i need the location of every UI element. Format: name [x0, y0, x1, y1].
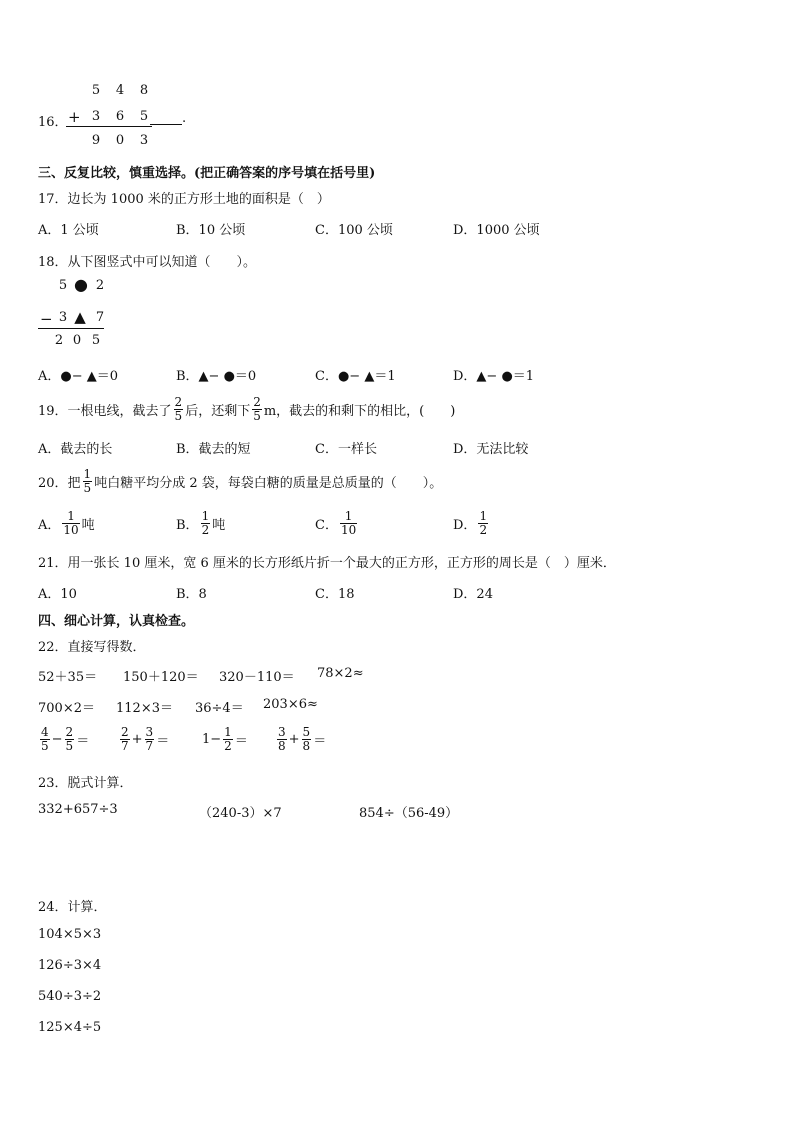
numerator: 1	[224, 724, 232, 739]
q16-bottom-digit: 9	[91, 133, 101, 148]
q18-option-d[interactable]: D．▲− ●＝1	[453, 369, 535, 384]
numerator: 3	[145, 724, 154, 739]
q22-item: 78×2≈	[317, 666, 364, 681]
q19-text-1: 19．一根电线，截去了	[38, 403, 172, 419]
q17-option-b[interactable]: B．10 公顷	[176, 223, 246, 238]
triangle-icon: ▲	[74, 308, 86, 326]
denominator: 5	[41, 738, 49, 753]
q19-option-b[interactable]: B．截去的短	[176, 442, 251, 457]
equals-sign: ＝	[76, 733, 90, 749]
denominator: 10	[63, 522, 79, 537]
q22-fraction-item	[118, 721, 169, 757]
q19-fraction-2	[252, 396, 262, 422]
numerator: 2	[121, 724, 129, 739]
q20-option-a[interactable]	[38, 506, 95, 540]
q20-fraction-denominator: 5	[83, 480, 92, 495]
q17-option-c[interactable]: C．100 公顷	[315, 223, 393, 238]
denominator: 7	[145, 738, 154, 753]
q22-item: 320－110＝	[219, 670, 295, 685]
q20-stem	[38, 463, 442, 499]
numerator: 3	[278, 724, 286, 739]
q20-option-a-unit: 吨	[81, 517, 95, 533]
q16-top-digit: 8	[139, 83, 149, 98]
q20-option-b-fraction	[201, 510, 211, 536]
q18-mid-digit: 3	[58, 310, 68, 325]
q22-stem: 22．直接写得数．	[38, 640, 146, 655]
q21-stem: 21．用一张长 10 厘米，宽 6 厘米的长方形纸片折一个最大的正方形，正方形的周长是（ ）厘米．	[38, 556, 616, 571]
numerator: 1	[201, 508, 210, 523]
operator: −	[51, 731, 63, 747]
q18-option-a[interactable]: A．●− ▲＝0	[38, 369, 119, 384]
q20-option-c-label: C．	[315, 517, 338, 533]
numerator: 1	[479, 508, 488, 523]
q16-number: 16．	[38, 115, 68, 130]
q22-item: 150＋120＝	[123, 670, 199, 685]
q23-item: （240-3）×7	[199, 806, 282, 821]
q21-option-a[interactable]: A．10	[38, 587, 77, 602]
q18-option-b[interactable]: B．▲− ●＝0	[176, 369, 257, 384]
q20-option-b[interactable]	[176, 506, 225, 540]
denominator: 2	[224, 738, 232, 753]
q16-sign: +	[68, 108, 81, 126]
denominator: 10	[340, 522, 357, 537]
q16-sum-line	[66, 126, 152, 127]
q20-option-d[interactable]	[453, 506, 490, 540]
operator: +	[131, 731, 143, 747]
q24-item: 540÷3÷2	[38, 989, 102, 1004]
q20-option-c-fraction	[340, 510, 357, 536]
numerator: 5	[302, 724, 311, 739]
denominator: 8	[278, 738, 286, 753]
q16-mid-digit: 3	[91, 109, 101, 124]
q22-item: 52＋35＝	[38, 670, 98, 685]
q23-item: 854÷（56-49）	[359, 806, 459, 821]
q19-fraction-1-denominator: 5	[174, 408, 183, 423]
section4-title: 四、细心计算，认真检查。	[38, 614, 195, 629]
q21-option-b[interactable]: B．8	[176, 587, 207, 602]
q19-option-a[interactable]: A．截去的长	[38, 442, 113, 457]
denominator: 2	[201, 522, 210, 537]
q20-fraction	[83, 468, 93, 494]
denominator: 8	[302, 738, 311, 753]
denominator: 2	[479, 522, 488, 537]
q22-item: 112×3＝	[116, 701, 173, 716]
section3-title: 三、反复比较，慎重选择。(把正确答案的序号填在括号里)	[38, 166, 376, 181]
q19-text-2: 后，还剩下	[185, 403, 251, 419]
q18-bottom-digit: 0	[72, 333, 82, 348]
q19-text-3: m，截去的和剩下的相比，( )	[263, 403, 456, 419]
q20-text-2: 吨白糖平均分成 2 袋，每袋白糖的质量是总质量的（ ）。	[94, 475, 443, 491]
q16-answer-blank[interactable]	[150, 124, 182, 125]
q21-option-d[interactable]: D．24	[453, 587, 493, 602]
q19-option-d[interactable]: D．无法比较	[453, 442, 529, 457]
q19-stem	[38, 392, 455, 426]
q20-option-b-label: B．	[176, 517, 199, 533]
q23-item: 332+657÷3	[38, 802, 118, 817]
q22-item: 36÷4＝	[195, 701, 244, 716]
q24-item: 125×4÷5	[38, 1020, 102, 1035]
numerator: 1	[344, 508, 353, 523]
q24-item: 104×5×3	[38, 927, 102, 942]
q24-stem: 24．计算．	[38, 900, 107, 915]
q16-top-digit: 4	[115, 83, 125, 98]
q20-option-c[interactable]	[315, 506, 359, 540]
q23-stem: 23．脱式计算．	[38, 776, 133, 791]
q16-top-digit: 5	[91, 83, 101, 98]
q18-top-digit: 2	[95, 278, 105, 293]
q19-fraction-2-numerator: 2	[253, 394, 261, 409]
q17-stem: 17．边长为 1000 米的正方形土地的面积是（ ）	[38, 192, 330, 207]
numerator: 4	[41, 724, 49, 739]
operator: +	[288, 731, 300, 747]
q19-fraction-2-denominator: 5	[253, 408, 261, 423]
q19-fraction-1	[174, 396, 184, 422]
q20-fraction-numerator: 1	[83, 466, 92, 481]
equals-sign: ＝	[234, 733, 248, 749]
denominator: 5	[65, 738, 74, 753]
q19-fraction-1-numerator: 2	[174, 394, 183, 409]
q16-mid-digit: 6	[115, 109, 125, 124]
equals-sign: ＝	[156, 733, 170, 749]
q16-bottom-digit: 0	[115, 133, 125, 148]
q20-text-1: 20．把	[38, 475, 81, 491]
q21-option-c[interactable]: C．18	[315, 587, 355, 602]
q18-bottom-digit: 5	[91, 333, 101, 348]
whole-minus: 1−	[202, 731, 222, 747]
q18-option-c[interactable]: C．●− ▲＝1	[315, 369, 396, 384]
q24-item: 126÷3×4	[38, 958, 102, 973]
q22-fraction-item	[275, 721, 326, 757]
numerator: 1	[67, 508, 75, 523]
q22-item: 700×2＝	[38, 701, 95, 716]
q18-bottom-digit: 2	[54, 333, 64, 348]
q17-option-d[interactable]: D．1000 公顷	[453, 223, 540, 238]
q19-option-c[interactable]: C．一样长	[315, 442, 377, 457]
numerator: 2	[65, 724, 74, 739]
q22-fraction-item	[38, 721, 89, 757]
q16-mid-digit: 5	[139, 109, 149, 124]
q22-fraction-item	[202, 721, 248, 757]
denominator: 7	[121, 738, 129, 753]
q18-sign: −	[40, 310, 53, 328]
q18-difference-line	[38, 328, 104, 329]
q20-option-a-label: A．	[38, 517, 61, 533]
q18-mid-digit: 7	[95, 310, 105, 325]
q20-option-b-unit: 吨	[212, 517, 226, 533]
q22-item: 203×6≈	[263, 697, 318, 712]
q20-option-d-label: D．	[453, 517, 477, 533]
q17-option-a[interactable]: A．1 公顷	[38, 223, 99, 238]
circle-icon: ●	[74, 275, 88, 294]
q18-stem: 18．从下图竖式中可以知道（ ）。	[38, 255, 257, 270]
q20-option-d-fraction	[478, 510, 488, 536]
q18-top-digit: 5	[58, 278, 68, 293]
q16-tail: .	[182, 111, 187, 126]
equals-sign: ＝	[313, 733, 327, 749]
q16-bottom-digit: 3	[139, 133, 149, 148]
q20-option-a-fraction	[62, 510, 79, 536]
